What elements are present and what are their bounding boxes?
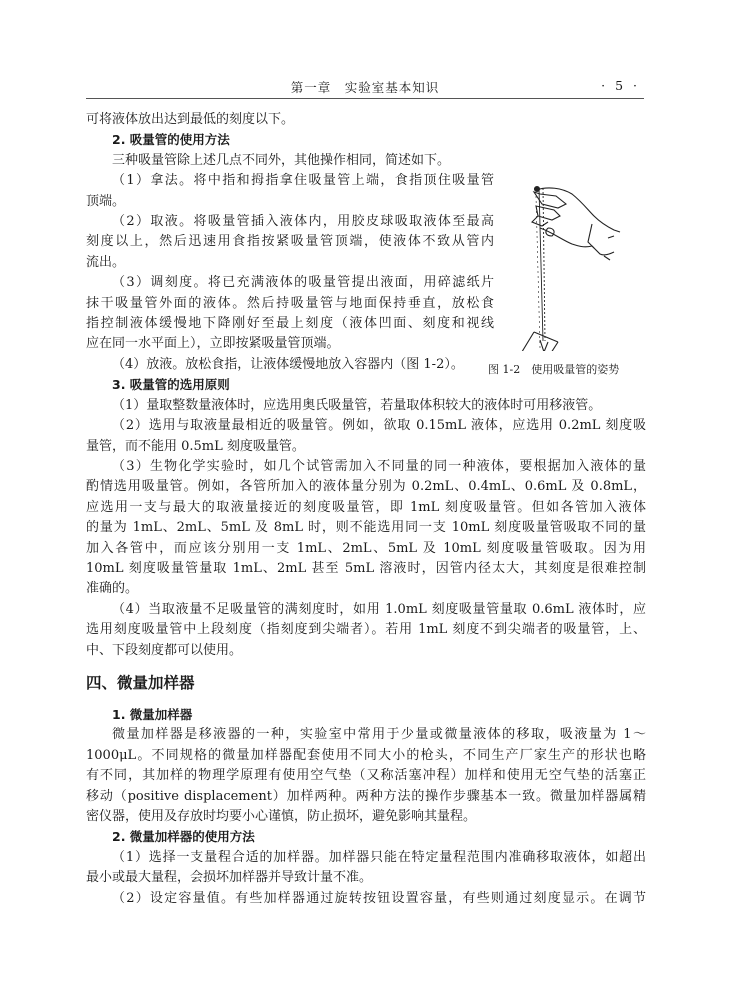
paragraph-line: （4）放液。放松食指，让液体缓慢地放入容器内（图 1-2）。 — [112, 356, 464, 372]
running-header — [86, 76, 644, 99]
paragraph-line: 可将液体放出达到最低的刻度以下。 — [86, 112, 295, 127]
paragraph-line: 选用刻度吸量管中上段刻度（指刻度到尖端者）。若用 1mL 刻度不到尖端者的吸量管，上、 — [86, 622, 646, 638]
paragraph-line: （3）调刻度。将已充满液体的吸量管提出液面，用碎滤纸片 — [112, 275, 494, 291]
page-body — [86, 110, 646, 909]
paragraph-line: （4）当取液量不足吸量管的满刻度时，如用 1.0mL 刻度吸量管量取 0.6mL 液体时，应 — [112, 601, 646, 617]
paragraph-line: 移动（positive displacement）加样两种。两种方法的操作步骤基本一致。微量加样器属精 — [86, 788, 646, 804]
figure-caption: 图 1-2 使用吸量管的姿势 — [488, 363, 620, 376]
paragraph-line: 抹干吸量管外面的液体。然后持吸量管与地面保持垂直，放松食 — [86, 295, 494, 311]
paragraph-line: （1）拿法。将中指和拇指拿住吸量管上端，食指顶住吸量管 — [112, 173, 494, 189]
section-heading: 四、微量加样器 — [86, 673, 195, 692]
paragraph-line: （3）生物化学实验时，如几个试管需加入不同量的同一种液体，要根据加入液体的量 — [112, 458, 646, 474]
paragraph-line: 的量为 1mL、2mL、5mL 及 8mL 时，则不能选用同一支 10mL 刻度吸量管吸取不同的量 — [86, 520, 646, 536]
paragraph-line: 酌情选用吸量管。例如，各管所加入的液体量分别为 0.2mL、0.4mL、0.6mL 及 0.8mL， — [86, 479, 646, 495]
paragraph-line: 应在同一水平面上），立即按紧吸量管顶端。 — [86, 336, 340, 352]
paragraph-line: 1000μL。不同规格的微量加样器配套使用不同大小的枪头，不同生产厂家生产的形状也略 — [86, 747, 646, 763]
paragraph-line: 刻度以上，然后迅速用食指按紧吸量管顶端，使液体不致从管内 — [86, 234, 494, 250]
paragraph-line: （1）选择一支量程合适的加样器。加样器只能在特定量程范围内准确移取液体，如超出 — [112, 849, 646, 865]
subsection-heading: 1. 微量加样器 — [112, 706, 193, 722]
paragraph-line: 应选用一支与最大的取液量接近的刻度吸量管，即 1mL 刻度吸量管。但如各管加入液体 — [86, 499, 646, 515]
paragraph-line: 三种吸量管除上述几点不同外，其他操作相同，简述如下。 — [112, 152, 451, 168]
paragraph-line: （1）量取整数量液体时，应选用奥氏吸量管，若量取体积较大的液体时可用移液管。 — [112, 397, 602, 413]
paragraph-line: 加入各管中，而应该分别用一支 1mL、2mL、5mL 及 10mL 刻度吸量管吸取。因为用 — [86, 540, 646, 556]
paragraph-line: 顶端。 — [86, 193, 126, 209]
page-number: · 5 · — [601, 78, 640, 93]
paragraph-line: 密仪器，使用及存放时均要小心谨慎，防止损坏，避免影响其量程。 — [86, 809, 477, 824]
paragraph-line: 微量加样器是移液器的一种，实验室中常用于少量或微量液体的移取，吸液量为 1～ — [112, 727, 646, 743]
subsection-heading: 2. 微量加样器的使用方法 — [112, 829, 255, 845]
paragraph-line: 最小或最大量程，会损坏加样器并导致计量不准。 — [86, 870, 373, 886]
paragraph-line: 指控制液体缓慢地下降刚好至最上刻度（液体凹面、刻度和视线 — [86, 316, 494, 332]
paragraph-line: 量管，而不能用 0.5mL 刻度吸量管。 — [86, 438, 305, 454]
paragraph-line: （2）取液。将吸量管插入液体内，用胶皮球吸取液体至最高 — [112, 214, 494, 230]
paragraph-line: （2）选用与取液量最相近的吸量管。例如，欲取 0.15mL 液体，应选用 0.2mL 刻度吸 — [112, 418, 646, 434]
paragraph-line: 中、下段刻度都可以使用。 — [86, 642, 243, 658]
paragraph-line: 准确的。 — [86, 581, 139, 597]
paragraph-line: 流出。 — [86, 254, 126, 270]
paragraph-line: 有不同，其加样的物理学原理有使用空气垫（又称活塞冲程）加样和使用无空气垫的活塞正 — [86, 768, 646, 784]
running-title: 第一章 实验室基本知识 — [290, 80, 440, 95]
paragraph-line: 10mL 刻度吸量管量取 1mL、2mL 甚至 5mL 溶液时，因管内径太大，其刻度是很难控制 — [86, 560, 646, 576]
paragraph-line: （2）设定容量值。有些加样器通过旋转按钮设置容量，有些则通过刻度显示。在调节 — [112, 890, 646, 906]
subsection-heading: 2. 吸量管的使用方法 — [112, 132, 230, 148]
subsection-heading: 3. 吸量管的选用原则 — [112, 377, 230, 393]
